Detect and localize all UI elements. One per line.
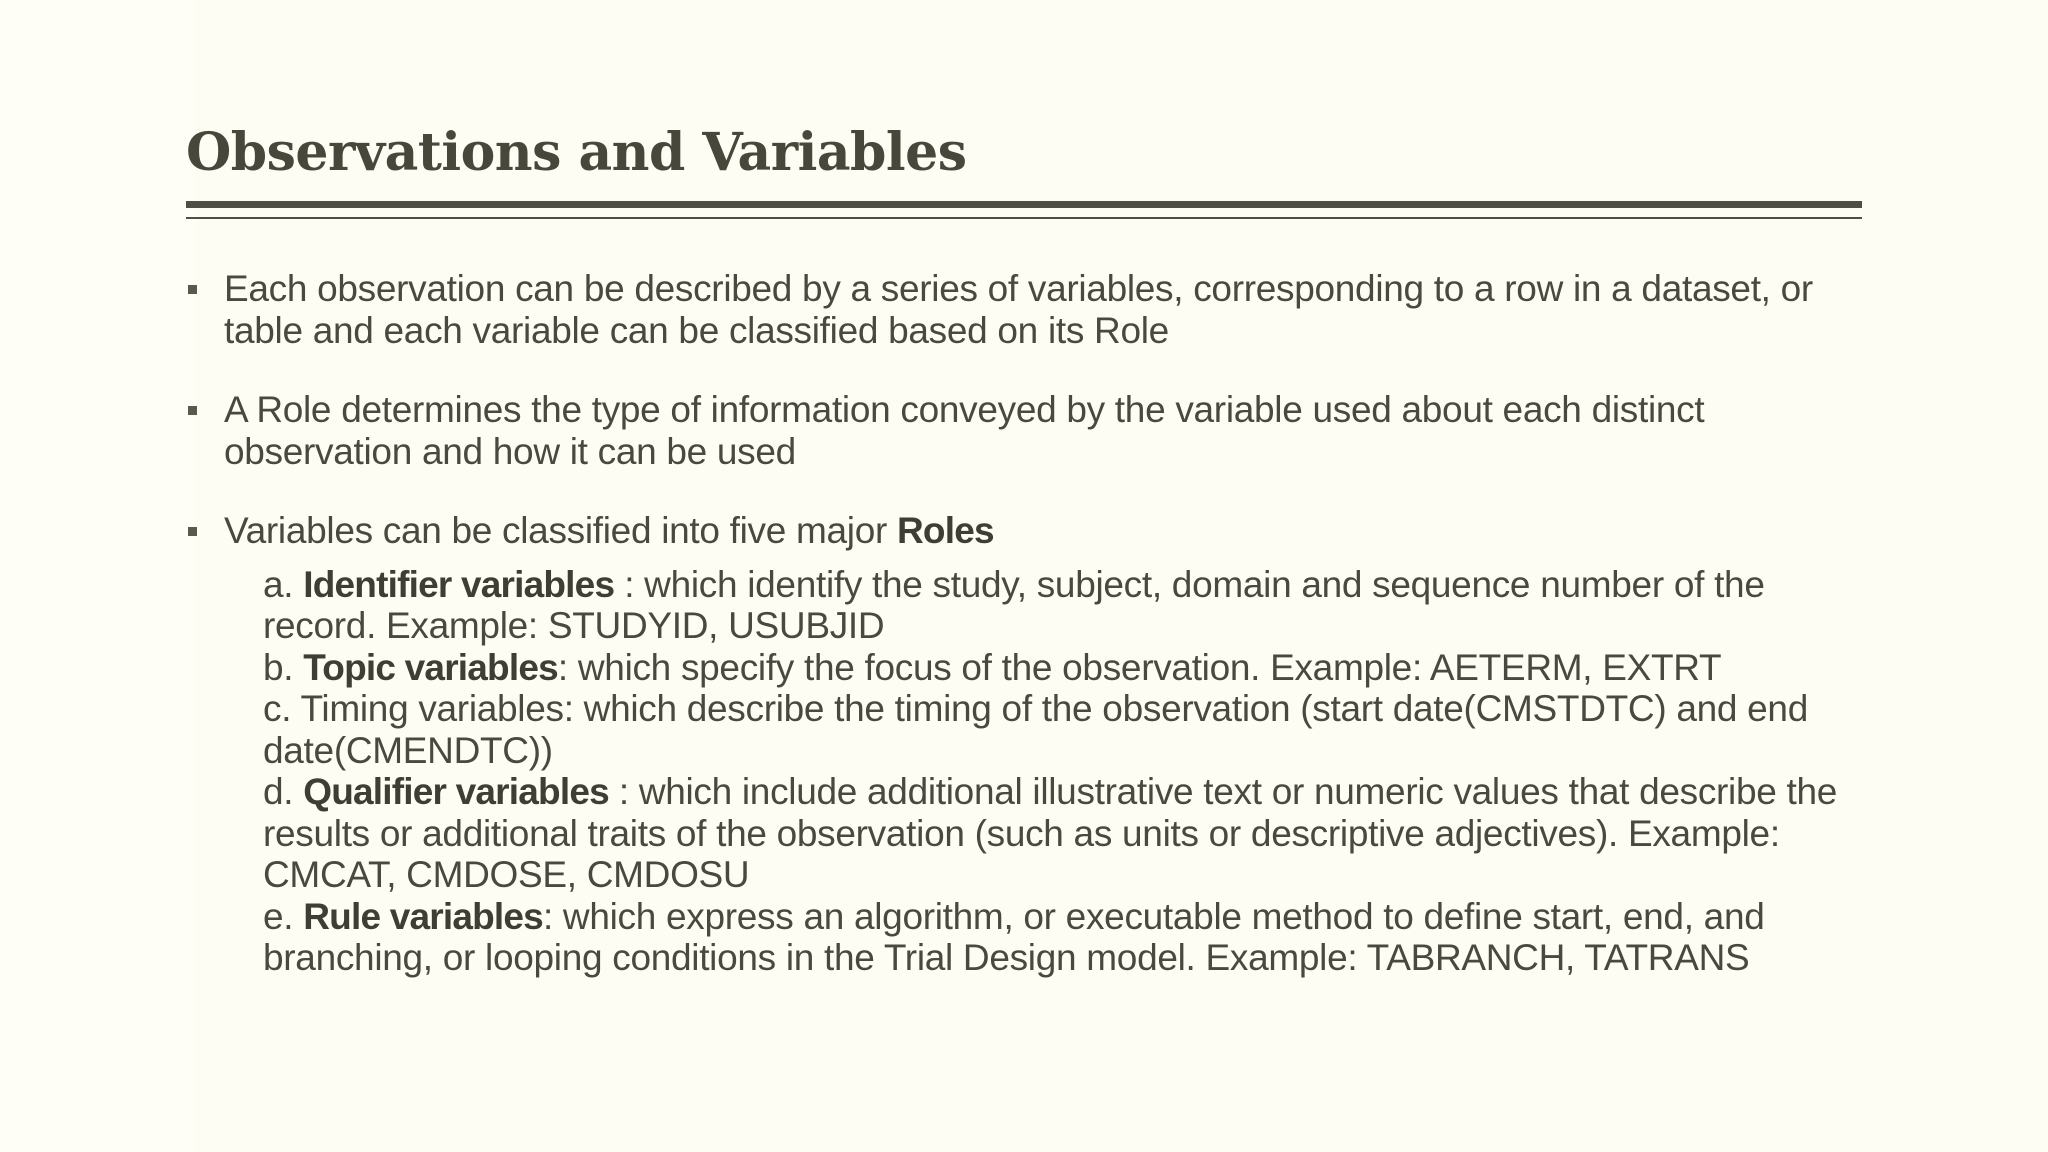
roles-list (186, 564, 1866, 979)
role-description: : which specify the focus of the observation. Example: AETERM, EXTRT (557, 646, 1722, 688)
bullet-item (186, 510, 1866, 552)
bullet-text: A Role determines the type of information conveyed by the variable used about each distinct observation and how it can be used (224, 389, 1705, 472)
role-description: : which include additional illustrative text or numeric values that describe the results or additional traits of the observation (such as units or descriptive adjectives). Example: CMCAT, CMDOSE, CMDOSU (263, 771, 1838, 895)
role-name: Qualifier variables (303, 771, 609, 812)
role-item-rule (263, 896, 1866, 979)
role-marker: e. (263, 895, 304, 937)
bullet-item (186, 268, 1866, 351)
role-marker: c. (263, 688, 301, 729)
role-item-topic (263, 647, 1866, 689)
role-marker: d. (263, 771, 304, 812)
bullet-text: Variables can be classified into five major (224, 510, 897, 551)
slide-body (186, 268, 1866, 979)
slide-title: Observations and Variables (186, 122, 967, 183)
role-item-identifier (263, 564, 1866, 647)
bullet-item (186, 389, 1866, 472)
bullet-text: Each observation can be described by a series of variables, corresponding to a row in a dataset, or table and each variable can be classified based on its Role (224, 268, 1813, 351)
square-bullet-icon (188, 527, 197, 536)
role-name: Topic variables (303, 646, 558, 688)
slide-left-margin (0, 0, 195, 1152)
square-bullet-icon (188, 406, 197, 415)
role-marker: a. (263, 563, 304, 605)
title-divider-thin (186, 217, 1862, 219)
role-name: Rule variables (303, 895, 543, 937)
role-item-timing (263, 688, 1866, 771)
square-bullet-icon (188, 285, 197, 294)
title-divider-thick (186, 201, 1862, 208)
bullet-bold-text: Roles (897, 510, 994, 551)
role-description: : which express an algorithm, or executable method to define start, end, and branching, or looping conditions in the Trial Design model. Example: TABRANCH, TATRANS (263, 895, 1765, 978)
role-description: Timing variables: which describe the timing of the observation (start date(CMSTDTC) and end date(CMENDTC)) (263, 688, 1808, 771)
role-description: : which identify the study, subject, domain and sequence number of the record. Example: STUDYID, USUBJID (263, 563, 1765, 646)
role-name: Identifier variables (303, 563, 615, 605)
role-item-qualifier (263, 771, 1866, 896)
role-marker: b. (263, 646, 304, 688)
